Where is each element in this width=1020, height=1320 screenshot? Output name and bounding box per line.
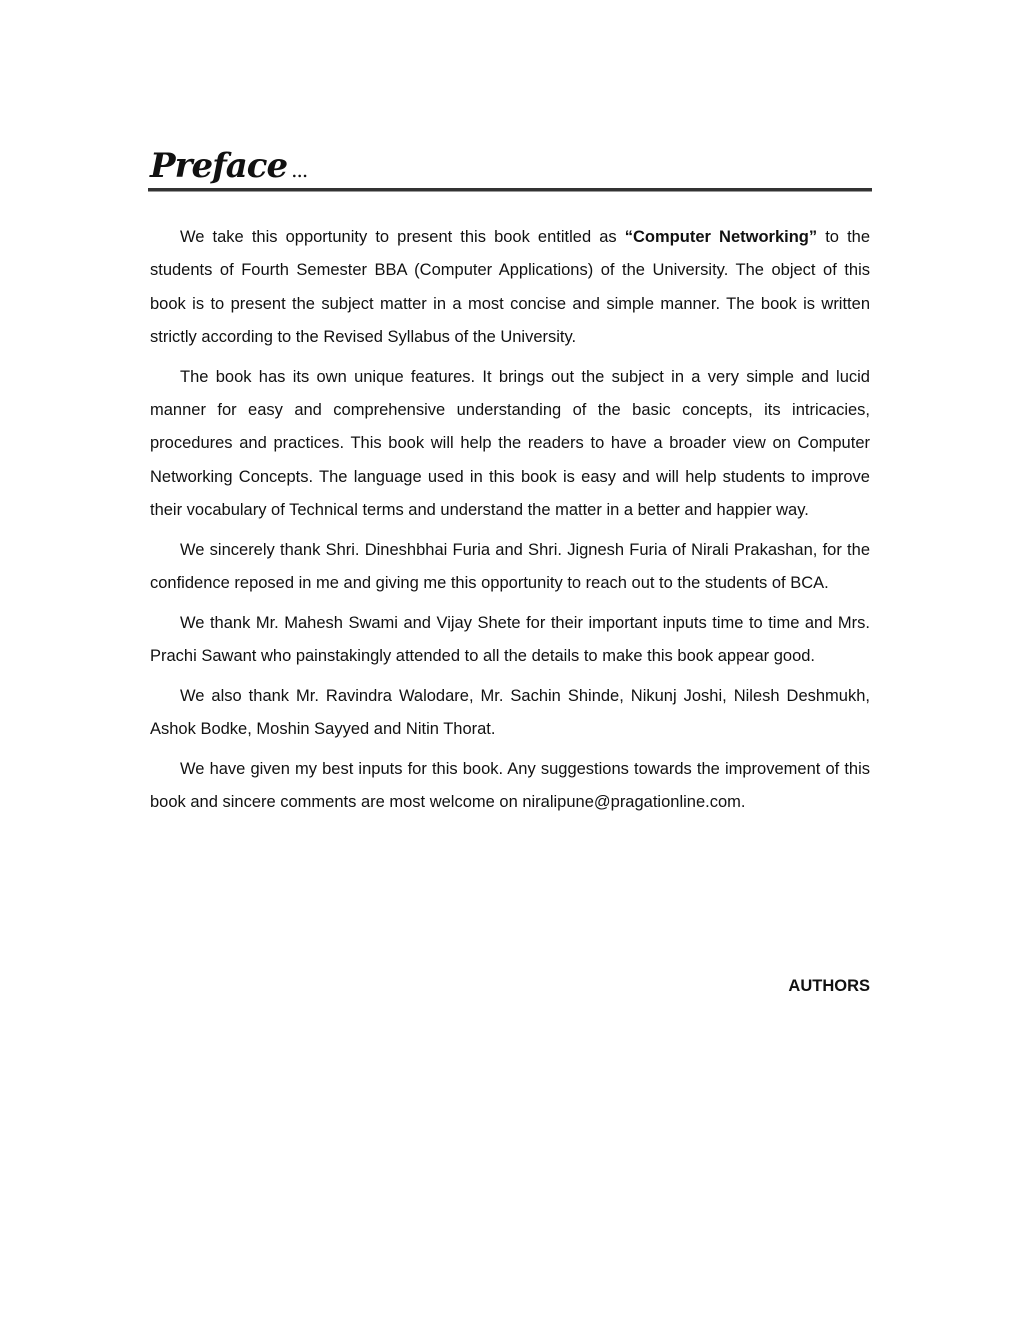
paragraph: We thank Mr. Mahesh Swami and Vijay Shete for their important inputs time to time and Mrs. Prachi Sawant who painstakingly attended to all the details to make this book appear good. [150,613,870,666]
preface-body [150,221,870,826]
page-title [150,146,307,186]
paragraph: The book has its own unique features. It brings out the subject in a very simple and lucid manner for easy and comprehensive understanding of the basic concepts, its intricacies, procedures and practices. This book will help the readers to have a broader view on Computer Networking Concepts. The language used in this book is easy and will help students to improve their vocabulary of Technical terms and understand the matter in a better and happier way. [150,367,870,519]
paragraph: We sincerely thank Shri. Dineshbhai Furia and Shri. Jignesh Furia of Nirali Prakashan, for the confidence reposed in me and giving me this opportunity to reach out to the students of BCA. [150,540,870,592]
paragraph: We also thank Mr. Ravindra Walodare, Mr. Sachin Shinde, Nikunj Joshi, Nilesh Deshmukh, Ashok Bodke, Moshin Sayyed and Nitin Thorat. [150,686,870,739]
title-ellipsis: ... [291,158,308,182]
paragraph: We have given my best inputs for this book. Any suggestions towards the improvement of this book and sincere comments are most welcome on niralipune@pragationline.com. [150,759,870,812]
title-divider [148,188,872,192]
paragraph-text: to the students of Fourth Semester BBA (Computer Applications) of the University. The object of this book is to present the subject matter in a most concise and simple manner. The book is written strictly according to the Revised Syllabus of the University. [150,228,871,346]
title-text: Preface [150,146,288,186]
signature: AUTHORS [788,977,870,995]
paragraph-text: We take this opportunity to present this book entitled as [180,228,625,246]
paragraph [150,221,870,354]
book-title: “Computer Networking” [624,228,818,246]
